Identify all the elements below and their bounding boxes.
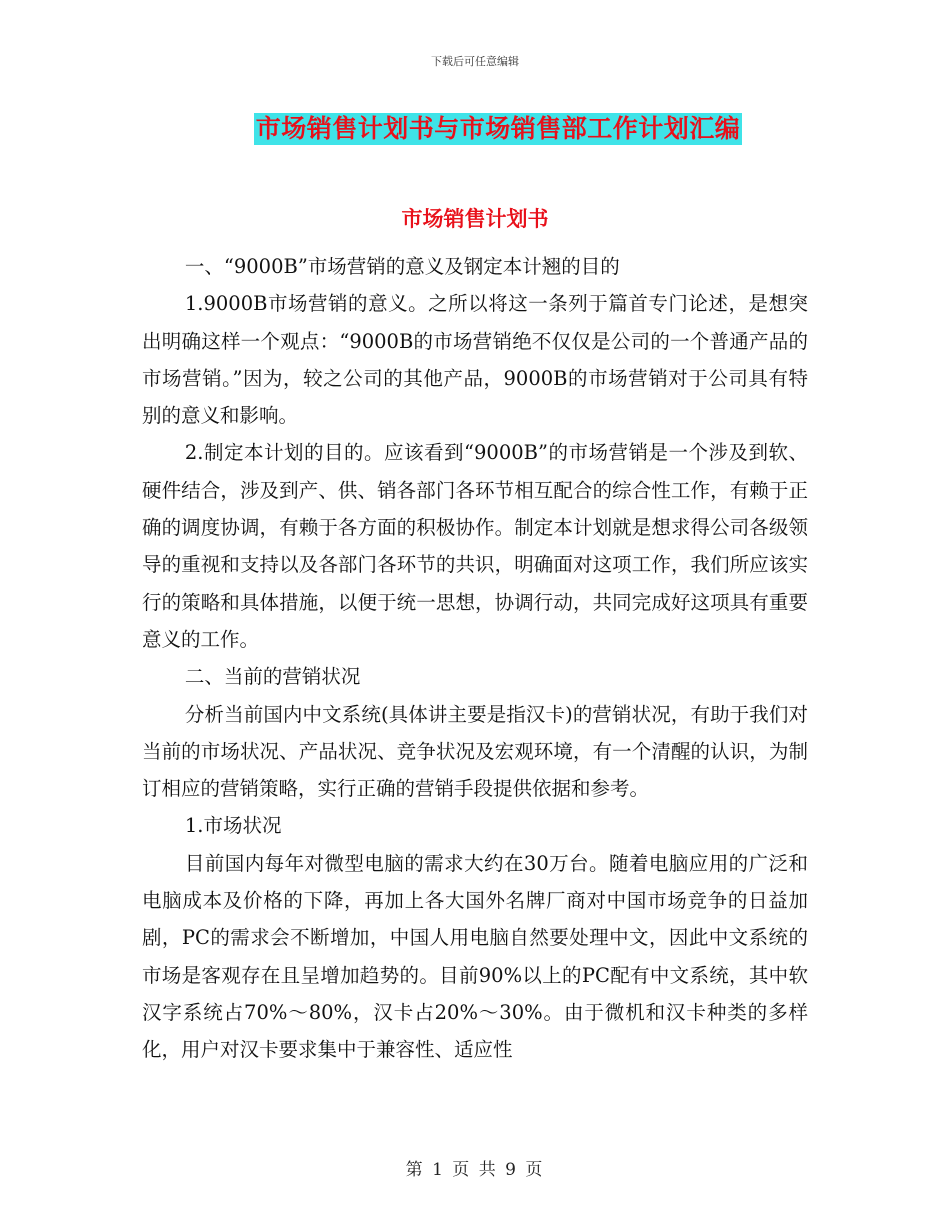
paragraph: 1.9000B市场营销的意义。之所以将这一条列于篇首专门论述，是想突出明确这样一个观点：“9000B的市场营销绝不仅仅是公司的一个普通产品的市场营销。”因为，较之公司的其他产品，9000B的市场营销对于公司具有特别的意义和影响。	[142, 292, 808, 428]
page-number-footer: 第 1 页 共 9 页	[405, 1160, 545, 1180]
document-body	[142, 248, 808, 1069]
main-title-container	[0, 113, 950, 145]
paragraph: 目前国内每年对微型电脑的需求大约在30万台。随着电脑应用的广泛和电脑成本及价格的下降，再加上各大国外名牌厂商对中国市场竞争的日益加剧，PC的需求会不断增加，中国人用电脑自然要处理中文，因此中文系统的市场是客观存在且呈增加趋势的。目前90%以上的PC配有中文系统，其中软汉字系统占70%～80%，汉卡占20%～30%。由于微机和汉卡种类的多样化，用户对汉卡要求集中于兼容性、适应性	[142, 851, 808, 1062]
main-title: 市场销售计划书与市场销售部工作计划汇编	[255, 114, 741, 143]
paragraph: 一、“9000B”市场营销的意义及钢定本计翘的目的	[184, 255, 620, 278]
paragraph: 2.制定本计划的目的。应该看到“9000B”的市场营销是一个涉及到软、硬件结合，涉及到产、供、销各部门各环节相互配合的综合性工作，有赖于正确的调度协调，有赖于各方面的积极协作。制定本计划就是想求得公司各级领导的重视和支持以及各部门各环节的共识，明确面对这项工作，我们所应该实行的策略和具体措施，以便于统一思想，协调行动，共同完成好这项具有重要意义的工作。	[142, 441, 808, 651]
paragraph: 二、当前的营销状况	[184, 665, 361, 689]
paragraph: 分析当前国内中文系统(具体讲主要是指汉卡)的营销状况，有助于我们对当前的市场状况、产品状况、竞争状况及宏观环境，有一个清醒的认识，为制订相应的营销策略，实行正确的营销手段提供依据和参考。	[142, 702, 808, 801]
header-note: 下载后可任意编辑	[431, 55, 519, 68]
section-title: 市场销售计划书	[401, 206, 549, 231]
paragraph: 1.市场状况	[184, 814, 282, 838]
